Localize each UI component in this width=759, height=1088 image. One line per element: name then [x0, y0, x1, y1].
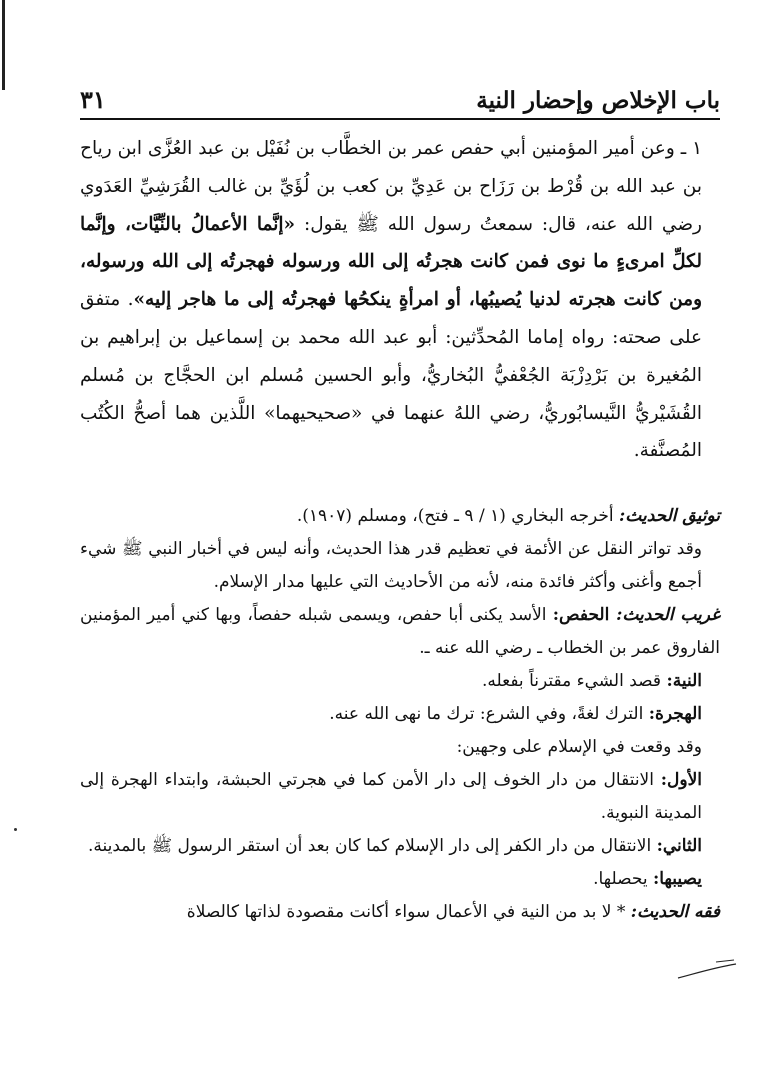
- gharib-wujuh: وقد وقعت في الإسلام على وجهين:: [456, 737, 702, 758]
- yusibuha-text: يحصلها.: [593, 869, 653, 890]
- running-header: [80, 70, 720, 114]
- hijra-text: الترك لغةً، وفي الشرع: ترك ما نهى الله عنه.: [329, 704, 649, 725]
- gharib-first: [80, 764, 720, 830]
- hadith-text: [80, 130, 720, 470]
- page-body: [80, 130, 720, 929]
- gharib-hafs: [80, 599, 720, 665]
- second-text: الانتقال من دار الكفر إلى دار الإسلام كما كان بعد أن استقر الرسول ﷺ بالمدينة.: [87, 836, 657, 857]
- hadith-intro: ١ ـ وعن أمير المؤمنين أبي حفص عمر بن الخطَّاب بن نُفَيْل بن عبد العُزَّى ابن رياح بن عبد الله بن قُرْط بن رَزَاح بن عَدِيِّ بن كعب بن لُؤَيِّ بن غالب القُرَشِيِّ العَدَوي رضي الله عنه، قال: سمعتُ رسول الله ﷺ يقول:: [80, 138, 702, 235]
- first-term: الأول:: [660, 770, 702, 791]
- gharib-second: [80, 830, 720, 863]
- first-text: الانتقال من دار الخوف إلى دار الأمن كما في هجرتي الحبشة، وابتداء الهجرة إلى المدينة النبوية.: [80, 770, 702, 824]
- tawthiq-text: أخرجه البخاري (١ / ٩ ـ فتح)، ومسلم (١٩٠٧).: [296, 506, 620, 527]
- speck: [14, 828, 17, 831]
- header-rule: [80, 118, 720, 120]
- hadith-takhrij: . متفق على صحته: رواه إماما المُحدِّثين: أبو عبد الله محمد بن إسماعيل بن إبراهيم بن المُغيرة بن بَرْدِزْبَة الجُعْفيُّ البُخاريُّ، وأبو الحسين مُسلم ابن الحجَّاج بن مُسلم القُشَيْريُّ النَّيسابُوريُّ، رضي اللهُ عنهما في «صحيحيهما» اللَّذين هما أصحُّ الكُتُب المُصنَّفة.: [80, 289, 702, 462]
- fiqh-label: فقه الحديث:: [630, 902, 720, 923]
- pen-stroke-mark: [676, 958, 738, 982]
- fiqh-text: * لا بد من النية في الأعمال سواء أكانت مقصودة لذاتها كالصلاة: [186, 902, 631, 923]
- tawthiq-label: توثيق الحديث:: [619, 506, 720, 527]
- yusibuha-term: يصيبها:: [652, 869, 702, 890]
- gharib-label: غريب الحديث:: [616, 605, 721, 626]
- hijra-term: الهجرة:: [648, 704, 702, 725]
- chapter-title: باب الإخلاص وإحضار النية: [476, 87, 720, 114]
- niyya-text: قصد الشيء مقترناً بفعله.: [481, 671, 667, 692]
- niyya-term: النية:: [666, 671, 702, 692]
- hafs-text: الأسد يكنى أبا حفص، ويسمى شبله حفصاً، وبها كني أمير المؤمنين الفاروق عمر بن الخطاب ـ رضي الله عنه ـ.: [80, 605, 720, 659]
- hafs-term: الحفص:: [552, 605, 617, 626]
- second-term: الثاني:: [656, 836, 702, 857]
- tawthiq-line: [80, 500, 720, 533]
- binding-edge: [2, 0, 5, 90]
- page-number: ٣١: [80, 85, 106, 114]
- gharib-yusibuha: [80, 863, 720, 896]
- hadith-matn: «إنَّما الأعمالُ بالنِّيَّات، وإنَّما لكلِّ امرىءٍ ما نوى فمن كانت هجرتُه إلى الله ورسوله فهجرتُه إلى الله ورسوله، ومن كانت هجرته لدنيا يُصيبُها، أو امرأةٍ ينكحُها فهجرتُه إلى ما هاجر إليه»: [80, 213, 703, 311]
- fiqh-line: [80, 896, 720, 929]
- gharib-hijra: [80, 698, 720, 731]
- gharib-niyya: [80, 665, 720, 698]
- tawthiq-note: وقد تواتر النقل عن الأئمة في تعظيم قدر هذا الحديث، وأنه ليس في أخبار النبي ﷺ شيء أجمع وأغنى وأكثر فائدة منه، لأنه من الأحاديث التي عليها مدار الإسلام.: [80, 539, 702, 593]
